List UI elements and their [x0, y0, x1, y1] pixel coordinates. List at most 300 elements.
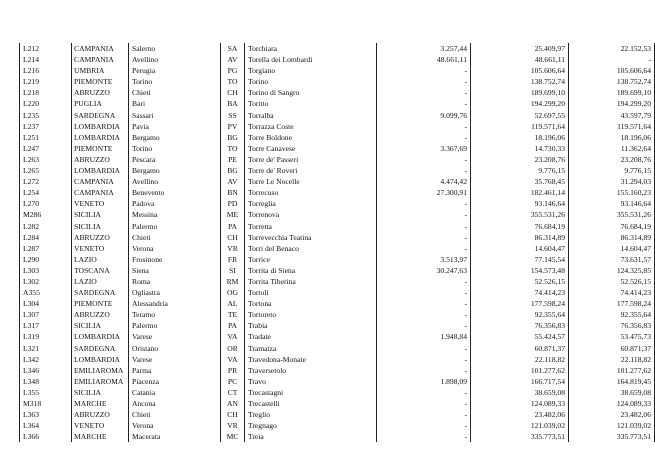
amount-2-cell: 22.118,82: [471, 354, 569, 365]
amount-1-cell: -: [377, 121, 471, 132]
table-row: [20, 309, 655, 320]
municipality-cell: Torrazza Coste: [245, 121, 377, 132]
region-cell: ABRUZZO: [72, 154, 129, 165]
province-abbr-cell: TO: [221, 76, 245, 87]
amount-3-cell: 121.039,02: [569, 420, 655, 431]
province-abbr-cell: VA: [221, 354, 245, 365]
amount-2-cell: 101.277,62: [471, 365, 569, 376]
amount-2-cell: 74.414,23: [471, 287, 569, 298]
region-cell: LAZIO: [72, 254, 129, 265]
municipality-cell: Torrita Tiberina: [245, 276, 377, 287]
code-cell: M318: [20, 398, 72, 409]
amount-3-cell: 105.606,64: [569, 65, 655, 76]
amount-2-cell: 189.699,10: [471, 87, 569, 98]
table-row: [20, 54, 655, 65]
province-abbr-cell: VR: [221, 243, 245, 254]
amount-2-cell: 14.730,33: [471, 143, 569, 154]
province-abbr-cell: AN: [221, 398, 245, 409]
province-abbr-cell: PR: [221, 365, 245, 376]
province-cell: Palermo: [129, 320, 221, 331]
table-row: [20, 232, 655, 243]
municipality-cell: Torella dei Lombardi: [245, 54, 377, 65]
province-cell: Avellino: [129, 176, 221, 187]
province-abbr-cell: PE: [221, 154, 245, 165]
code-cell: L303: [20, 265, 72, 276]
amount-2-cell: 9.776,15: [471, 165, 569, 176]
province-cell: Chieti: [129, 409, 221, 420]
province-cell: Varese: [129, 331, 221, 342]
amount-2-cell: 35.768,45: [471, 176, 569, 187]
province-cell: Macerata: [129, 431, 221, 442]
province-cell: Verona: [129, 420, 221, 431]
code-cell: L247: [20, 143, 72, 154]
province-abbr-cell: ME: [221, 209, 245, 220]
region-cell: LOMBARDIA: [72, 165, 129, 176]
table-row: [20, 376, 655, 387]
table-row: [20, 187, 655, 198]
province-cell: Parma: [129, 365, 221, 376]
region-cell: LOMBARDIA: [72, 354, 129, 365]
municipality-cell: Torre Canavese: [245, 143, 377, 154]
table-row: [20, 43, 655, 54]
amount-3-cell: 177.598,24: [569, 298, 655, 309]
amount-1-cell: -: [377, 343, 471, 354]
amount-3-cell: 189.699,10: [569, 87, 655, 98]
municipality-cell: Treia: [245, 431, 377, 442]
amount-2-cell: 23.208,76: [471, 154, 569, 165]
amount-3-cell: 335.773,51: [569, 431, 655, 442]
province-abbr-cell: CH: [221, 232, 245, 243]
amount-1-cell: -: [377, 431, 471, 442]
code-cell: L254: [20, 187, 72, 198]
province-cell: Perugia: [129, 65, 221, 76]
region-cell: SICILIA: [72, 221, 129, 232]
code-cell: L321: [20, 343, 72, 354]
amount-2-cell: 92.355,64: [471, 309, 569, 320]
amount-3-cell: 22.152,53: [569, 43, 655, 54]
municipality-cell: Tregnago: [245, 420, 377, 431]
amount-2-cell: 60.871,37: [471, 343, 569, 354]
province-cell: Torino: [129, 76, 221, 87]
region-cell: ABRUZZO: [72, 409, 129, 420]
code-cell: L237: [20, 121, 72, 132]
amount-2-cell: 76.684,19: [471, 221, 569, 232]
amount-1-cell: -: [377, 387, 471, 398]
province-cell: Salerno: [129, 43, 221, 54]
municipality-cell: Travo: [245, 376, 377, 387]
municipality-cell: Tortoli: [245, 287, 377, 298]
province-abbr-cell: OR: [221, 343, 245, 354]
region-cell: MARCHE: [72, 398, 129, 409]
table-row: [20, 154, 655, 165]
amount-3-cell: 52.526,15: [569, 276, 655, 287]
amount-2-cell: 105.606,64: [471, 65, 569, 76]
amount-2-cell: 38.659,08: [471, 387, 569, 398]
province-abbr-cell: AV: [221, 54, 245, 65]
amount-2-cell: 138.752,74: [471, 76, 569, 87]
municipality-cell: Toritto: [245, 98, 377, 109]
amount-3-cell: 138.752,74: [569, 76, 655, 87]
amount-2-cell: 23.482,06: [471, 409, 569, 420]
amount-3-cell: 11.362,64: [569, 143, 655, 154]
province-cell: Benevento: [129, 187, 221, 198]
municipality-cell: Trecastelli: [245, 398, 377, 409]
region-cell: LAZIO: [72, 276, 129, 287]
amount-2-cell: 121.039,02: [471, 420, 569, 431]
amount-1-cell: -: [377, 243, 471, 254]
municipality-cell: Tramatza: [245, 343, 377, 354]
province-abbr-cell: CH: [221, 409, 245, 420]
amount-2-cell: 124.089,33: [471, 398, 569, 409]
amount-1-cell: -: [377, 221, 471, 232]
code-cell: L282: [20, 221, 72, 232]
municipality-cell: Torrice: [245, 254, 377, 265]
code-cell: L235: [20, 110, 72, 121]
province-cell: Siena: [129, 265, 221, 276]
province-cell: Ancona: [129, 398, 221, 409]
amount-1-cell: 3.513,97: [377, 254, 471, 265]
amount-1-cell: 4.474,42: [377, 176, 471, 187]
province-abbr-cell: TE: [221, 309, 245, 320]
amount-3-cell: 74.414,23: [569, 287, 655, 298]
province-abbr-cell: BN: [221, 187, 245, 198]
region-cell: CAMPANIA: [72, 187, 129, 198]
municipality-cell: Torrenova: [245, 209, 377, 220]
province-abbr-cell: TO: [221, 143, 245, 154]
amount-2-cell: 182.461,14: [471, 187, 569, 198]
amount-3-cell: 14.604,47: [569, 243, 655, 254]
province-cell: Varese: [129, 354, 221, 365]
region-cell: SARDEGNA: [72, 343, 129, 354]
amount-3-cell: 86.314,89: [569, 232, 655, 243]
municipality-cell: Travedona-Monate: [245, 354, 377, 365]
region-cell: CAMPANIA: [72, 176, 129, 187]
municipality-cell: Tradate: [245, 331, 377, 342]
amount-2-cell: 119.571,64: [471, 121, 569, 132]
municipality-cell: Torino: [245, 76, 377, 87]
province-abbr-cell: PV: [221, 121, 245, 132]
table-row: [20, 132, 655, 143]
province-abbr-cell: BG: [221, 165, 245, 176]
province-cell: Pavia: [129, 121, 221, 132]
code-cell: L216: [20, 65, 72, 76]
province-cell: Chieti: [129, 87, 221, 98]
province-abbr-cell: RM: [221, 276, 245, 287]
data-table: [19, 43, 655, 442]
amount-1-cell: 30.247,63: [377, 265, 471, 276]
province-cell: Catania: [129, 387, 221, 398]
amount-1-cell: 1.898,09: [377, 376, 471, 387]
province-cell: Chieti: [129, 232, 221, 243]
amount-3-cell: 18.196,06: [569, 132, 655, 143]
code-cell: L348: [20, 376, 72, 387]
amount-2-cell: 76.356,83: [471, 320, 569, 331]
amount-3-cell: 164.819,45: [569, 376, 655, 387]
amount-3-cell: 22.118,82: [569, 354, 655, 365]
region-cell: ABRUZZO: [72, 87, 129, 98]
region-cell: CAMPANIA: [72, 54, 129, 65]
region-cell: PUGLIA: [72, 98, 129, 109]
amount-2-cell: 335.773,51: [471, 431, 569, 442]
code-cell: L317: [20, 320, 72, 331]
amount-1-cell: -: [377, 198, 471, 209]
province-cell: Avellino: [129, 54, 221, 65]
province-cell: Piacenza: [129, 376, 221, 387]
code-cell: M286: [20, 209, 72, 220]
municipality-cell: Torrecuso: [245, 187, 377, 198]
document-page: [19, 43, 651, 442]
municipality-cell: Torgiano: [245, 65, 377, 76]
amount-3-cell: 23.208,76: [569, 154, 655, 165]
amount-3-cell: 155.160,23: [569, 187, 655, 198]
province-cell: Teramo: [129, 309, 221, 320]
table-row: [20, 431, 655, 442]
region-cell: SARDEGNA: [72, 110, 129, 121]
amount-1-cell: -: [377, 287, 471, 298]
municipality-cell: Treglio: [245, 409, 377, 420]
municipality-cell: Tortoreto: [245, 309, 377, 320]
code-cell: L302: [20, 276, 72, 287]
amount-2-cell: 18.196,06: [471, 132, 569, 143]
region-cell: ABRUZZO: [72, 232, 129, 243]
table-row: [20, 254, 655, 265]
table-row: [20, 365, 655, 376]
code-cell: L214: [20, 54, 72, 65]
municipality-cell: Torchiara: [245, 43, 377, 54]
province-cell: Alessandria: [129, 298, 221, 309]
region-cell: EMILIAROMA: [72, 376, 129, 387]
province-abbr-cell: PC: [221, 376, 245, 387]
code-cell: L319: [20, 331, 72, 342]
code-cell: L284: [20, 232, 72, 243]
code-cell: L219: [20, 76, 72, 87]
amount-2-cell: 93.146,64: [471, 198, 569, 209]
region-cell: CAMPANIA: [72, 43, 129, 54]
province-cell: Verona: [129, 243, 221, 254]
amount-2-cell: 55.424,57: [471, 331, 569, 342]
table-row: [20, 287, 655, 298]
code-cell: L265: [20, 165, 72, 176]
code-cell: L307: [20, 309, 72, 320]
amount-3-cell: 73.631,57: [569, 254, 655, 265]
amount-2-cell: 77.145,54: [471, 254, 569, 265]
province-abbr-cell: BG: [221, 132, 245, 143]
municipality-cell: Torri del Benaco: [245, 243, 377, 254]
municipality-cell: Torreglia: [245, 198, 377, 209]
province-abbr-cell: FR: [221, 254, 245, 265]
table-row: [20, 221, 655, 232]
code-cell: A355: [20, 287, 72, 298]
province-cell: Pescara: [129, 154, 221, 165]
region-cell: SARDEGNA: [72, 287, 129, 298]
amount-3-cell: 53.475,73: [569, 331, 655, 342]
amount-3-cell: 124.325,85: [569, 265, 655, 276]
table-row: [20, 110, 655, 121]
province-cell: Padova: [129, 198, 221, 209]
municipality-cell: Torrevecchia Teatina: [245, 232, 377, 243]
province-abbr-cell: SS: [221, 110, 245, 121]
table-row: [20, 354, 655, 365]
amount-3-cell: 124.089,33: [569, 398, 655, 409]
amount-2-cell: 52.697,55: [471, 110, 569, 121]
table-row: [20, 176, 655, 187]
municipality-cell: Torretta: [245, 221, 377, 232]
province-abbr-cell: CT: [221, 387, 245, 398]
amount-1-cell: -: [377, 365, 471, 376]
table-row: [20, 165, 655, 176]
region-cell: PIEMONTE: [72, 143, 129, 154]
code-cell: L363: [20, 409, 72, 420]
amount-3-cell: 93.146,64: [569, 198, 655, 209]
table-row: [20, 87, 655, 98]
region-cell: MARCHE: [72, 431, 129, 442]
province-abbr-cell: AL: [221, 298, 245, 309]
municipality-cell: Trabia: [245, 320, 377, 331]
province-cell: Sassari: [129, 110, 221, 121]
amount-3-cell: 76.356,83: [569, 320, 655, 331]
province-abbr-cell: AV: [221, 176, 245, 187]
code-cell: L364: [20, 420, 72, 431]
province-abbr-cell: SA: [221, 43, 245, 54]
province-cell: Bari: [129, 98, 221, 109]
table-row: [20, 243, 655, 254]
amount-1-cell: -: [377, 420, 471, 431]
amount-1-cell: 27.300,91: [377, 187, 471, 198]
province-cell: Roma: [129, 276, 221, 287]
amount-1-cell: -: [377, 398, 471, 409]
amount-3-cell: -: [569, 54, 655, 65]
amount-2-cell: 48.661,11: [471, 54, 569, 65]
amount-1-cell: -: [377, 298, 471, 309]
code-cell: L287: [20, 243, 72, 254]
municipality-cell: Torre de' Passeri: [245, 154, 377, 165]
table-row: [20, 409, 655, 420]
amount-3-cell: 23.482,06: [569, 409, 655, 420]
table-row: [20, 320, 655, 331]
amount-1-cell: -: [377, 87, 471, 98]
code-cell: L272: [20, 176, 72, 187]
amount-1-cell: -: [377, 132, 471, 143]
table-row: [20, 98, 655, 109]
province-abbr-cell: BA: [221, 98, 245, 109]
region-cell: SICILIA: [72, 320, 129, 331]
amount-2-cell: 25.409,97: [471, 43, 569, 54]
region-cell: VENETO: [72, 243, 129, 254]
province-abbr-cell: OG: [221, 287, 245, 298]
amount-1-cell: -: [377, 76, 471, 87]
province-abbr-cell: PD: [221, 198, 245, 209]
table-row: [20, 398, 655, 409]
code-cell: L366: [20, 431, 72, 442]
municipality-cell: Trecastagni: [245, 387, 377, 398]
amount-2-cell: 154.573,48: [471, 265, 569, 276]
amount-3-cell: 76.684,19: [569, 221, 655, 232]
province-abbr-cell: VA: [221, 331, 245, 342]
region-cell: PIEMONTE: [72, 298, 129, 309]
amount-2-cell: 166.717,54: [471, 376, 569, 387]
amount-1-cell: -: [377, 209, 471, 220]
region-cell: UMBRIA: [72, 65, 129, 76]
code-cell: L304: [20, 298, 72, 309]
amount-1-cell: -: [377, 409, 471, 420]
province-abbr-cell: PA: [221, 320, 245, 331]
amount-1-cell: -: [377, 354, 471, 365]
code-cell: L263: [20, 154, 72, 165]
table-row: [20, 420, 655, 431]
amount-2-cell: 86.314,89: [471, 232, 569, 243]
region-cell: PIEMONTE: [72, 76, 129, 87]
amount-3-cell: 101.277,62: [569, 365, 655, 376]
municipality-cell: Torralba: [245, 110, 377, 121]
province-cell: Bergamo: [129, 165, 221, 176]
table-row: [20, 198, 655, 209]
code-cell: L346: [20, 365, 72, 376]
amount-1-cell: 9.099,76: [377, 110, 471, 121]
province-abbr-cell: PA: [221, 221, 245, 232]
amount-1-cell: 3.367,69: [377, 143, 471, 154]
table-row: [20, 298, 655, 309]
code-cell: L220: [20, 98, 72, 109]
amount-3-cell: 43.597,79: [569, 110, 655, 121]
code-cell: L218: [20, 87, 72, 98]
region-cell: SICILIA: [72, 209, 129, 220]
amount-1-cell: 48.661,11: [377, 54, 471, 65]
region-cell: LOMBARDIA: [72, 331, 129, 342]
amount-3-cell: 38.659,08: [569, 387, 655, 398]
municipality-cell: Traversetolo: [245, 365, 377, 376]
amount-1-cell: -: [377, 154, 471, 165]
table-row: [20, 265, 655, 276]
table-body: [20, 43, 655, 442]
table-row: [20, 331, 655, 342]
province-abbr-cell: PG: [221, 65, 245, 76]
code-cell: L270: [20, 198, 72, 209]
region-cell: LOMBARDIA: [72, 132, 129, 143]
table-row: [20, 387, 655, 398]
province-cell: Oristano: [129, 343, 221, 354]
amount-2-cell: 52.526,15: [471, 276, 569, 287]
amount-3-cell: 194.299,20: [569, 98, 655, 109]
amount-2-cell: 177.598,24: [471, 298, 569, 309]
amount-1-cell: 3.257,44: [377, 43, 471, 54]
amount-1-cell: 1.948,84: [377, 331, 471, 342]
amount-3-cell: 31.294,03: [569, 176, 655, 187]
code-cell: L212: [20, 43, 72, 54]
table-row: [20, 143, 655, 154]
code-cell: L290: [20, 254, 72, 265]
amount-3-cell: 9.776,15: [569, 165, 655, 176]
amount-3-cell: 92.355,64: [569, 309, 655, 320]
amount-1-cell: -: [377, 232, 471, 243]
municipality-cell: Torino di Sangro: [245, 87, 377, 98]
municipality-cell: Torre Le Nocelle: [245, 176, 377, 187]
province-abbr-cell: SI: [221, 265, 245, 276]
table-row: [20, 76, 655, 87]
amount-3-cell: 355.531,26: [569, 209, 655, 220]
municipality-cell: Torre Boldone: [245, 132, 377, 143]
code-cell: L355: [20, 387, 72, 398]
region-cell: VENETO: [72, 198, 129, 209]
province-cell: Palermo: [129, 221, 221, 232]
region-cell: VENETO: [72, 420, 129, 431]
province-cell: Torino: [129, 143, 221, 154]
region-cell: ABRUZZO: [72, 309, 129, 320]
amount-3-cell: 119.571,64: [569, 121, 655, 132]
province-abbr-cell: CH: [221, 87, 245, 98]
region-cell: LOMBARDIA: [72, 121, 129, 132]
amount-2-cell: 355.531,26: [471, 209, 569, 220]
amount-2-cell: 194.299,20: [471, 98, 569, 109]
